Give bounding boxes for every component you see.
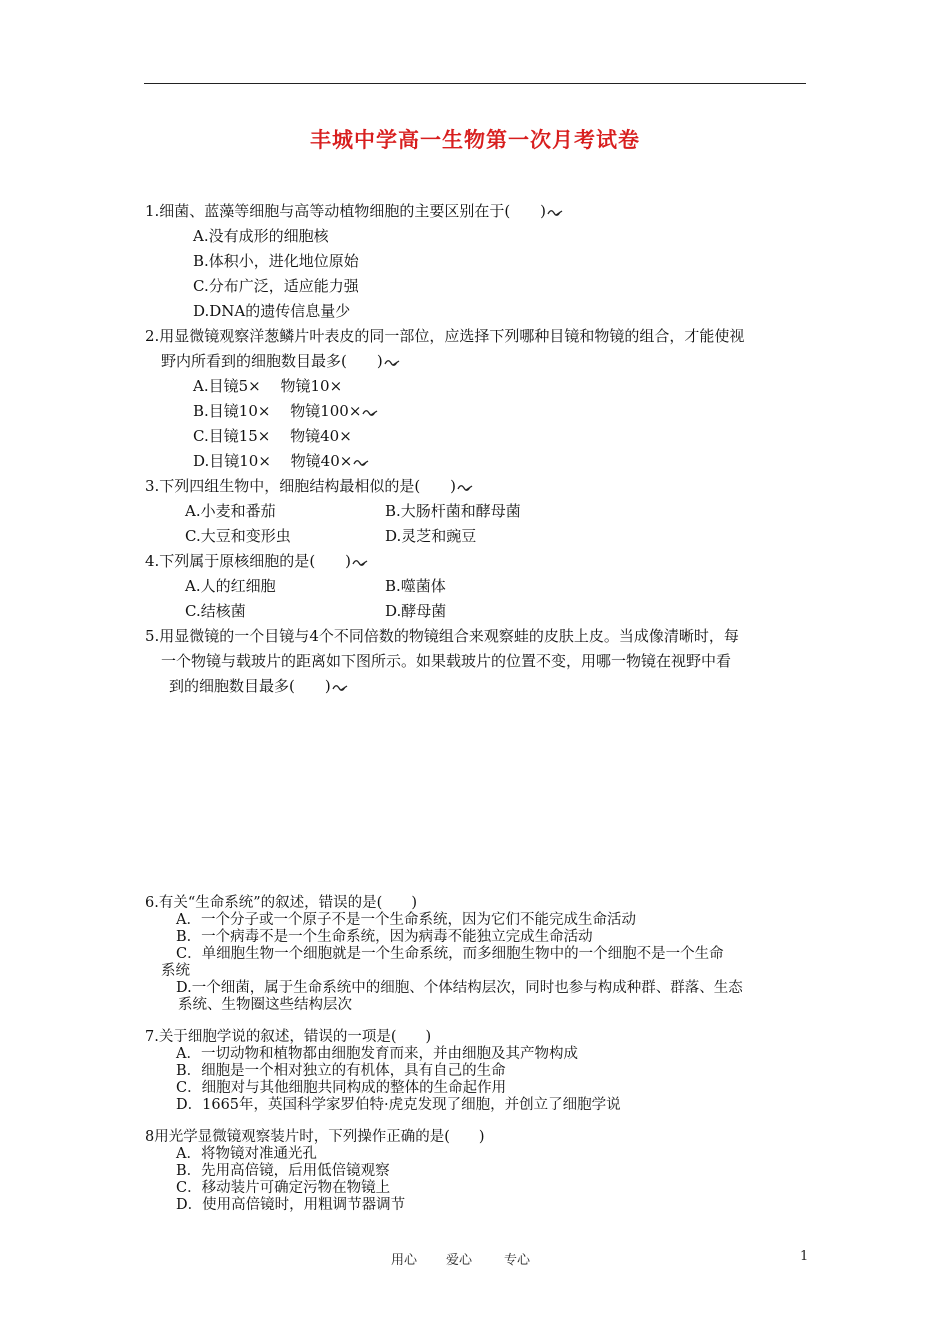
q6-option-d-line1: D.一个细菌，属于生命系统中的细胞、个体结构层次，同时也参与构成种群、群落、生态 <box>176 980 743 996</box>
footer-word-3: 专心 <box>504 1253 531 1268</box>
q7-option-b: B．细胞是一个相对独立的有机体，具有自己的生命 <box>176 1063 506 1079</box>
q8-stem: 8用光学显微镜观察装片时，下列操作正确的是( ) <box>145 1129 485 1145</box>
q2-option-d: D.目镜10× 物镜40× <box>193 451 369 471</box>
q2-option-a: A.目镜5× 物镜10× <box>193 377 343 395</box>
q2-option-b: B.目镜10× 物镜100× <box>193 401 378 421</box>
q3-option-a: A.小麦和番茄 <box>185 502 276 520</box>
footer-word-1: 用心 <box>391 1253 418 1268</box>
scribble-icon <box>352 557 368 567</box>
q1-option-b: B.体积小，进化地位原始 <box>193 252 359 270</box>
page-number: 1 <box>800 1249 809 1264</box>
q5-stem-line3: 到的细胞数目最多( ) <box>169 676 348 696</box>
q6-stem: 6.有关“生命系统”的叙述，错误的是( ) <box>145 895 417 911</box>
scribble-icon <box>547 207 563 217</box>
q2-stem-line2: 野内所看到的细胞数目最多( ) <box>161 351 400 371</box>
q1-option-c: C.分布广泛，适应能力强 <box>193 277 359 295</box>
q4-stem: 4.下列属于原核细胞的是( ) <box>145 551 368 571</box>
q6-option-b: B．一个病毒不是一个生命系统，因为病毒不能独立完成生命活动 <box>176 929 593 945</box>
q4-option-b: B.噬菌体 <box>385 577 446 595</box>
q2-stem-line1: 2.用显微镜观察洋葱鳞片叶表皮的同一部位，应选择下列哪种目镜和物镜的组合，才能使视 <box>145 327 745 345</box>
q3-option-d: D.灵芝和豌豆 <box>385 527 477 545</box>
q1-option-d: D.DNA的遗传信息量少 <box>193 302 351 320</box>
q7-option-d: D．1665年，英国科学家罗伯特·虎克发现了细胞，并创立了细胞学说 <box>176 1097 621 1113</box>
page-title: 丰城中学高一生物第一次月考试卷 <box>310 127 640 152</box>
q1-option-a: A.没有成形的细胞核 <box>193 227 329 245</box>
q6-option-c-line2: 系统 <box>161 963 190 979</box>
q8-option-a: A．将物镜对准通光孔 <box>176 1146 317 1162</box>
q4-option-a: A.人的红细胞 <box>185 577 276 595</box>
q3-option-c: C.大豆和变形虫 <box>185 527 291 545</box>
q2-option-c: C.目镜15× 物镜40× <box>193 427 352 445</box>
q1-stem: 1.细菌、蓝藻等细胞与高等动植物细胞的主要区别在于( ) <box>145 201 563 221</box>
scribble-icon <box>362 407 378 417</box>
scribble-icon <box>353 457 369 467</box>
scribble-icon <box>332 682 348 692</box>
q7-stem: 7.关于细胞学说的叙述，错误的一项是( ) <box>145 1029 432 1045</box>
header-rule <box>144 83 806 84</box>
q8-option-c: C．移动装片可确定污物在物镜上 <box>176 1180 391 1196</box>
q3-option-b: B.大肠杆菌和酵母菌 <box>385 502 521 520</box>
footer-word-2: 爱心 <box>446 1253 473 1268</box>
q6-option-d-line2: 系统、生物圈这些结构层次 <box>178 997 352 1013</box>
scribble-icon <box>384 357 400 367</box>
scribble-icon <box>457 482 473 492</box>
q7-option-a: A．一切动物和植物都由细胞发育而来，并由细胞及其产物构成 <box>176 1046 578 1062</box>
q8-option-d: D．使用高倍镜时，用粗调节器调节 <box>176 1197 406 1213</box>
q4-option-d: D.酵母菌 <box>385 602 447 620</box>
q8-option-b: B．先用高倍镜，后用低倍镜观察 <box>176 1163 390 1179</box>
q5-stem-line1: 5.用显微镜的一个目镜与4个不同倍数的物镜组合来观察蛙的皮肤上皮。当成像清晰时，每 <box>145 627 739 645</box>
q5-stem-line2: 一个物镜与载玻片的距离如下图所示。如果载玻片的位置不变，用哪一物镜在视野中看 <box>161 652 732 670</box>
q3-stem: 3.下列四组生物中，细胞结构最相似的是( ) <box>145 476 473 496</box>
q4-option-c: C.结核菌 <box>185 602 246 620</box>
q6-option-c-line1: C．单细胞生物一个细胞就是一个生命系统，而多细胞生物中的一个细胞不是一个生命 <box>176 946 724 962</box>
q6-option-a: A．一个分子或一个原子不是一个生命系统，因为它们不能完成生命活动 <box>176 912 636 928</box>
q7-option-c: C．细胞对与其他细胞共同构成的整体的生命起作用 <box>176 1080 507 1096</box>
